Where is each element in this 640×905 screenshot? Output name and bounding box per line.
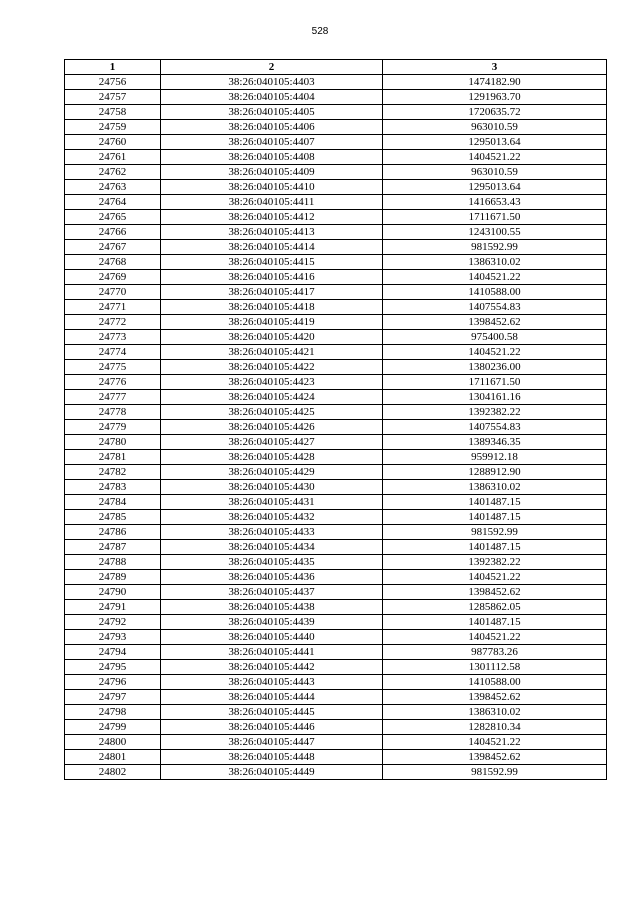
table-row [65, 765, 607, 780]
cadastral-number-cell: 38:26:040105:4417 [161, 285, 383, 300]
page-number: 528 [311, 26, 329, 37]
cadastral-number-cell: 38:26:040105:4423 [161, 375, 383, 390]
row-number-cell: 24800 [65, 735, 161, 750]
cadastral-number-cell: 38:26:040105:4448 [161, 750, 383, 765]
table-row [65, 165, 607, 180]
value-cell: 1401487.15 [383, 510, 607, 525]
cadastral-number-cell: 38:26:040105:4429 [161, 465, 383, 480]
value-cell: 1392382.22 [383, 555, 607, 570]
table-row [65, 480, 607, 495]
cadastral-number-cell: 38:26:040105:4415 [161, 255, 383, 270]
header-col-2: 2 [161, 60, 383, 75]
table-row [65, 510, 607, 525]
cadastral-number-cell: 38:26:040105:4406 [161, 120, 383, 135]
row-number-cell: 24775 [65, 360, 161, 375]
cadastral-number-cell: 38:26:040105:4421 [161, 345, 383, 360]
cadastral-number-cell: 38:26:040105:4442 [161, 660, 383, 675]
value-cell: 1404521.22 [383, 345, 607, 360]
table-row [65, 615, 607, 630]
table-row [65, 330, 607, 345]
table-row [65, 570, 607, 585]
row-number-cell: 24779 [65, 420, 161, 435]
cadastral-number-cell: 38:26:040105:4411 [161, 195, 383, 210]
table-header [65, 60, 607, 75]
value-cell: 1301112.58 [383, 660, 607, 675]
cadastral-number-cell: 38:26:040105:4437 [161, 585, 383, 600]
table-row [65, 90, 607, 105]
cadastral-number-cell: 38:26:040105:4425 [161, 405, 383, 420]
row-number-cell: 24771 [65, 300, 161, 315]
cadastral-number-cell: 38:26:040105:4446 [161, 720, 383, 735]
table-row [65, 630, 607, 645]
cadastral-number-cell: 38:26:040105:4413 [161, 225, 383, 240]
cadastral-number-cell: 38:26:040105:4405 [161, 105, 383, 120]
table-row [65, 75, 607, 90]
row-number-cell: 24761 [65, 150, 161, 165]
row-number-cell: 24794 [65, 645, 161, 660]
value-cell: 1295013.64 [383, 135, 607, 150]
row-number-cell: 24760 [65, 135, 161, 150]
value-cell: 1410588.00 [383, 675, 607, 690]
table-row [65, 525, 607, 540]
table-body [65, 75, 607, 780]
cadastral-number-cell: 38:26:040105:4427 [161, 435, 383, 450]
value-cell: 987783.26 [383, 645, 607, 660]
value-cell: 1392382.22 [383, 405, 607, 420]
row-number-cell: 24765 [65, 210, 161, 225]
table-row [65, 720, 607, 735]
row-number-cell: 24790 [65, 585, 161, 600]
table-row [65, 150, 607, 165]
table-row [65, 285, 607, 300]
value-cell: 1386310.02 [383, 480, 607, 495]
registry-table [64, 59, 607, 780]
value-cell: 1398452.62 [383, 690, 607, 705]
cadastral-number-cell: 38:26:040105:4438 [161, 600, 383, 615]
value-cell: 1386310.02 [383, 705, 607, 720]
cadastral-number-cell: 38:26:040105:4420 [161, 330, 383, 345]
cadastral-number-cell: 38:26:040105:4430 [161, 480, 383, 495]
cadastral-number-cell: 38:26:040105:4436 [161, 570, 383, 585]
table-row [65, 240, 607, 255]
row-number-cell: 24759 [65, 120, 161, 135]
table-row [65, 195, 607, 210]
cadastral-number-cell: 38:26:040105:4412 [161, 210, 383, 225]
cadastral-number-cell: 38:26:040105:4434 [161, 540, 383, 555]
table-row [65, 690, 607, 705]
cadastral-number-cell: 38:26:040105:4419 [161, 315, 383, 330]
table-row [65, 135, 607, 150]
row-number-cell: 24783 [65, 480, 161, 495]
row-number-cell: 24801 [65, 750, 161, 765]
table-row [65, 105, 607, 120]
row-number-cell: 24772 [65, 315, 161, 330]
value-cell: 1404521.22 [383, 735, 607, 750]
table-row [65, 555, 607, 570]
cadastral-number-cell: 38:26:040105:4418 [161, 300, 383, 315]
row-number-cell: 24776 [65, 375, 161, 390]
table-row [65, 360, 607, 375]
header-col-3: 3 [383, 60, 607, 75]
row-number-cell: 24799 [65, 720, 161, 735]
table-row [65, 255, 607, 270]
value-cell: 1401487.15 [383, 495, 607, 510]
table-row [65, 585, 607, 600]
table-row [65, 645, 607, 660]
row-number-cell: 24796 [65, 675, 161, 690]
value-cell: 1295013.64 [383, 180, 607, 195]
table-row [65, 405, 607, 420]
value-cell: 1474182.90 [383, 75, 607, 90]
table-row [65, 180, 607, 195]
value-cell: 959912.18 [383, 450, 607, 465]
cadastral-number-cell: 38:26:040105:4444 [161, 690, 383, 705]
row-number-cell: 24791 [65, 600, 161, 615]
value-cell: 1720635.72 [383, 105, 607, 120]
row-number-cell: 24766 [65, 225, 161, 240]
value-cell: 1386310.02 [383, 255, 607, 270]
table-row [65, 495, 607, 510]
cadastral-number-cell: 38:26:040105:4433 [161, 525, 383, 540]
table-row [65, 120, 607, 135]
value-cell: 1304161.16 [383, 390, 607, 405]
value-cell: 1389346.35 [383, 435, 607, 450]
row-number-cell: 24774 [65, 345, 161, 360]
table-row [65, 540, 607, 555]
row-number-cell: 24784 [65, 495, 161, 510]
cadastral-number-cell: 38:26:040105:4432 [161, 510, 383, 525]
table-row [65, 210, 607, 225]
cadastral-number-cell: 38:26:040105:4435 [161, 555, 383, 570]
cadastral-number-cell: 38:26:040105:4409 [161, 165, 383, 180]
row-number-cell: 24773 [65, 330, 161, 345]
cadastral-number-cell: 38:26:040105:4443 [161, 675, 383, 690]
row-number-cell: 24777 [65, 390, 161, 405]
row-number-cell: 24792 [65, 615, 161, 630]
row-number-cell: 24798 [65, 705, 161, 720]
value-cell: 1407554.83 [383, 420, 607, 435]
header-col-1: 1 [65, 60, 161, 75]
cadastral-number-cell: 38:26:040105:4410 [161, 180, 383, 195]
header-row [65, 60, 607, 75]
value-cell: 1380236.00 [383, 360, 607, 375]
value-cell: 1404521.22 [383, 630, 607, 645]
row-number-cell: 24782 [65, 465, 161, 480]
table-row [65, 600, 607, 615]
row-number-cell: 24795 [65, 660, 161, 675]
table-row [65, 450, 607, 465]
row-number-cell: 24756 [65, 75, 161, 90]
value-cell: 963010.59 [383, 165, 607, 180]
row-number-cell: 24780 [65, 435, 161, 450]
row-number-cell: 24763 [65, 180, 161, 195]
value-cell: 1711671.50 [383, 210, 607, 225]
value-cell: 1282810.34 [383, 720, 607, 735]
value-cell: 1401487.15 [383, 615, 607, 630]
cadastral-number-cell: 38:26:040105:4426 [161, 420, 383, 435]
table-row [65, 225, 607, 240]
value-cell: 1243100.55 [383, 225, 607, 240]
table-row [65, 345, 607, 360]
table-row [65, 735, 607, 750]
table-row [65, 270, 607, 285]
row-number-cell: 24778 [65, 405, 161, 420]
row-number-cell: 24769 [65, 270, 161, 285]
value-cell: 981592.99 [383, 525, 607, 540]
value-cell: 981592.99 [383, 240, 607, 255]
cadastral-number-cell: 38:26:040105:4424 [161, 390, 383, 405]
row-number-cell: 24802 [65, 765, 161, 780]
cadastral-number-cell: 38:26:040105:4428 [161, 450, 383, 465]
cadastral-number-cell: 38:26:040105:4447 [161, 735, 383, 750]
table-row [65, 435, 607, 450]
table-row [65, 750, 607, 765]
row-number-cell: 24768 [65, 255, 161, 270]
table-row [65, 675, 607, 690]
value-cell: 1401487.15 [383, 540, 607, 555]
value-cell: 963010.59 [383, 120, 607, 135]
cadastral-number-cell: 38:26:040105:4414 [161, 240, 383, 255]
cadastral-number-cell: 38:26:040105:4449 [161, 765, 383, 780]
row-number-cell: 24787 [65, 540, 161, 555]
value-cell: 1410588.00 [383, 285, 607, 300]
value-cell: 1404521.22 [383, 570, 607, 585]
table-row [65, 660, 607, 675]
value-cell: 1398452.62 [383, 585, 607, 600]
cadastral-number-cell: 38:26:040105:4408 [161, 150, 383, 165]
value-cell: 1416653.43 [383, 195, 607, 210]
row-number-cell: 24762 [65, 165, 161, 180]
table-row [65, 390, 607, 405]
table-row [65, 465, 607, 480]
cadastral-number-cell: 38:26:040105:4407 [161, 135, 383, 150]
value-cell: 1404521.22 [383, 150, 607, 165]
value-cell: 1291963.70 [383, 90, 607, 105]
cadastral-number-cell: 38:26:040105:4445 [161, 705, 383, 720]
row-number-cell: 24789 [65, 570, 161, 585]
value-cell: 981592.99 [383, 765, 607, 780]
table-row [65, 300, 607, 315]
row-number-cell: 24764 [65, 195, 161, 210]
row-number-cell: 24793 [65, 630, 161, 645]
cadastral-number-cell: 38:26:040105:4422 [161, 360, 383, 375]
cadastral-number-cell: 38:26:040105:4441 [161, 645, 383, 660]
value-cell: 1288912.90 [383, 465, 607, 480]
value-cell: 1398452.62 [383, 315, 607, 330]
value-cell: 1398452.62 [383, 750, 607, 765]
row-number-cell: 24781 [65, 450, 161, 465]
cadastral-number-cell: 38:26:040105:4440 [161, 630, 383, 645]
row-number-cell: 24770 [65, 285, 161, 300]
table-row [65, 705, 607, 720]
table-row [65, 315, 607, 330]
cadastral-number-cell: 38:26:040105:4403 [161, 75, 383, 90]
row-number-cell: 24786 [65, 525, 161, 540]
row-number-cell: 24758 [65, 105, 161, 120]
value-cell: 975400.58 [383, 330, 607, 345]
row-number-cell: 24785 [65, 510, 161, 525]
value-cell: 1711671.50 [383, 375, 607, 390]
row-number-cell: 24767 [65, 240, 161, 255]
value-cell: 1407554.83 [383, 300, 607, 315]
cadastral-number-cell: 38:26:040105:4439 [161, 615, 383, 630]
cadastral-number-cell: 38:26:040105:4404 [161, 90, 383, 105]
table-row [65, 375, 607, 390]
row-number-cell: 24788 [65, 555, 161, 570]
table-row [65, 420, 607, 435]
cadastral-number-cell: 38:26:040105:4416 [161, 270, 383, 285]
value-cell: 1404521.22 [383, 270, 607, 285]
row-number-cell: 24797 [65, 690, 161, 705]
cadastral-number-cell: 38:26:040105:4431 [161, 495, 383, 510]
value-cell: 1285862.05 [383, 600, 607, 615]
row-number-cell: 24757 [65, 90, 161, 105]
